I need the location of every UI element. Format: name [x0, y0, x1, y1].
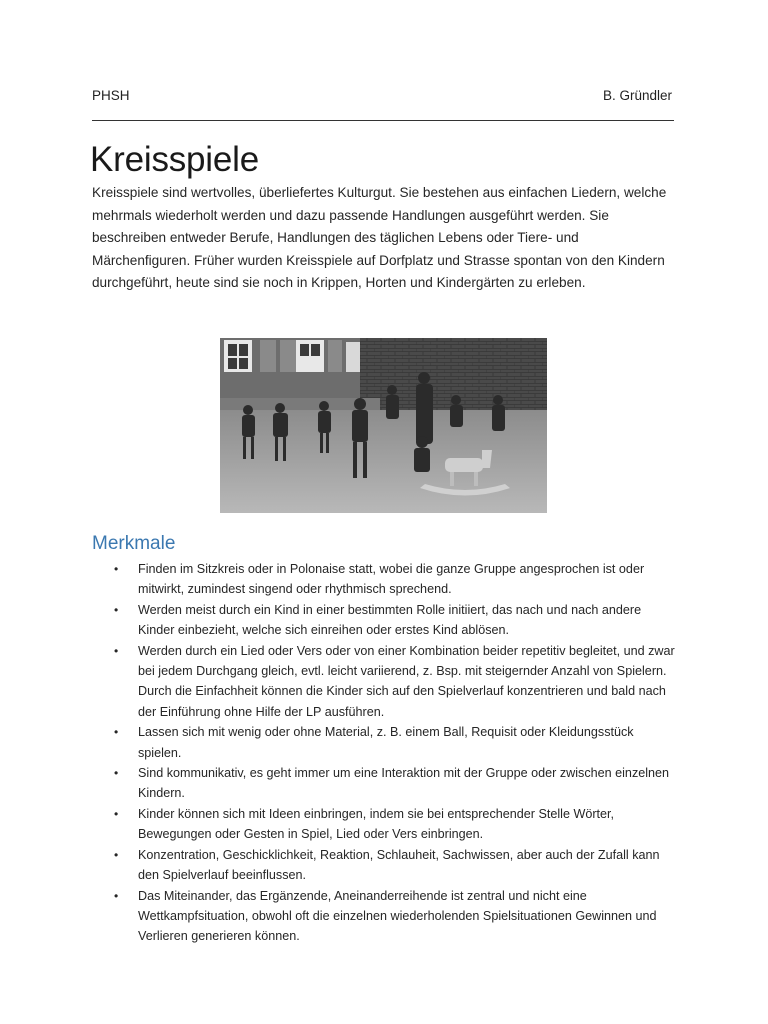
- bullet-icon: •: [114, 602, 119, 617]
- bullet-icon: •: [114, 888, 119, 903]
- list-item-text: Sind kommunikativ, es geht immer um eine Interaktion mit der Gruppe oder zwischen einzelnen Kindern.: [138, 766, 670, 801]
- header-right-text: B. Gründler: [602, 88, 672, 103]
- bullet-icon: •: [114, 643, 119, 658]
- header-divider: [92, 120, 674, 121]
- list-item: [92, 559, 676, 600]
- list-item-text: Werden durch ein Lied oder Vers oder von einer Kombination beider repetitiv begleitet, und zwar bei jedem Durchgang gleich, evtl. leicht variierend, z. Bsp. mit steigernder Anzahl von Spielern. Durch die Einfachheit können die Kinder sich auf den Spielverlauf konzentrieren und bald nach der Einführung ohne Hilfe der LP ausführen.: [138, 643, 675, 719]
- photo-illustration: [220, 338, 547, 513]
- list-item-text: Kinder können sich mit Ideen einbringen, indem sie bei entsprechender Stelle Wörter, Bewegungen oder Gesten in Spiel, Lied oder Vers einbringen.: [138, 806, 615, 842]
- list-item: [92, 886, 676, 947]
- bullet-icon: •: [114, 847, 119, 862]
- page-header: [92, 88, 672, 108]
- list-item-text: Konzentration, Geschicklichkeit, Reaktion, Schlauheit, Sachwissen, aber auch der Zufall kann den Spielverlauf beeinflussen.: [138, 847, 660, 883]
- list-item-text: Lassen sich mit wenig oder ohne Material, z. B. einem Ball, Requisit oder Kleidungsstück spielen.: [138, 725, 634, 760]
- list-item-text: Das Miteinander, das Ergänzende, Aneinanderreihende ist zentral und nicht eine Wettkampfsituation, obwohl oft die einzelnen wiederholenden Spielsituationen Gewinnen und Verlieren generieren können.: [138, 888, 657, 944]
- list-item: [92, 722, 676, 763]
- bullet-icon: •: [114, 806, 119, 821]
- list-item-text: Werden meist durch ein Kind in einer bestimmten Rolle initiiert, das nach und nach andere Kinder einbezieht, welche sich einreihen oder erstes Kind ablösen.: [138, 602, 642, 638]
- page-title: Kreisspiele: [90, 140, 259, 179]
- list-item: [92, 845, 676, 886]
- list-item: [92, 641, 676, 723]
- merkmale-list: [92, 559, 676, 947]
- list-item: [92, 600, 676, 641]
- bullet-icon: •: [114, 766, 119, 781]
- header-left-text: PHSH: [92, 88, 130, 103]
- bullet-icon: •: [114, 562, 119, 576]
- section-heading-merkmale: Merkmale: [92, 533, 176, 554]
- list-item: [92, 763, 676, 804]
- children-circle-game-photo: [220, 338, 547, 513]
- bullet-icon: •: [114, 725, 119, 740]
- list-item-text: Finden im Sitzkreis oder in Polonaise statt, wobei die ganze Gruppe angesprochen ist oder mitwirkt, zumindest singend oder rhythmisch sprechend.: [138, 562, 645, 597]
- list-item: [92, 804, 676, 845]
- intro-paragraph: Kreisspiele sind wertvolles, überliefertes Kulturgut. Sie bestehen aus einfachen Liedern, welche mehrmals wiederholt werden und dazu passende Handlungen ausgeführt werden. Sie beschreiben entweder Berufe, Handlungen des täglichen Lebens oder Tiere- und Märchenfiguren. Früher wurden Kreisspiele auf Dorfplatz und Strasse spontan von den Kindern durchgeführt, heute sind sie noch in Krippen, Horten und Kindergärten zu erleben.: [92, 185, 667, 291]
